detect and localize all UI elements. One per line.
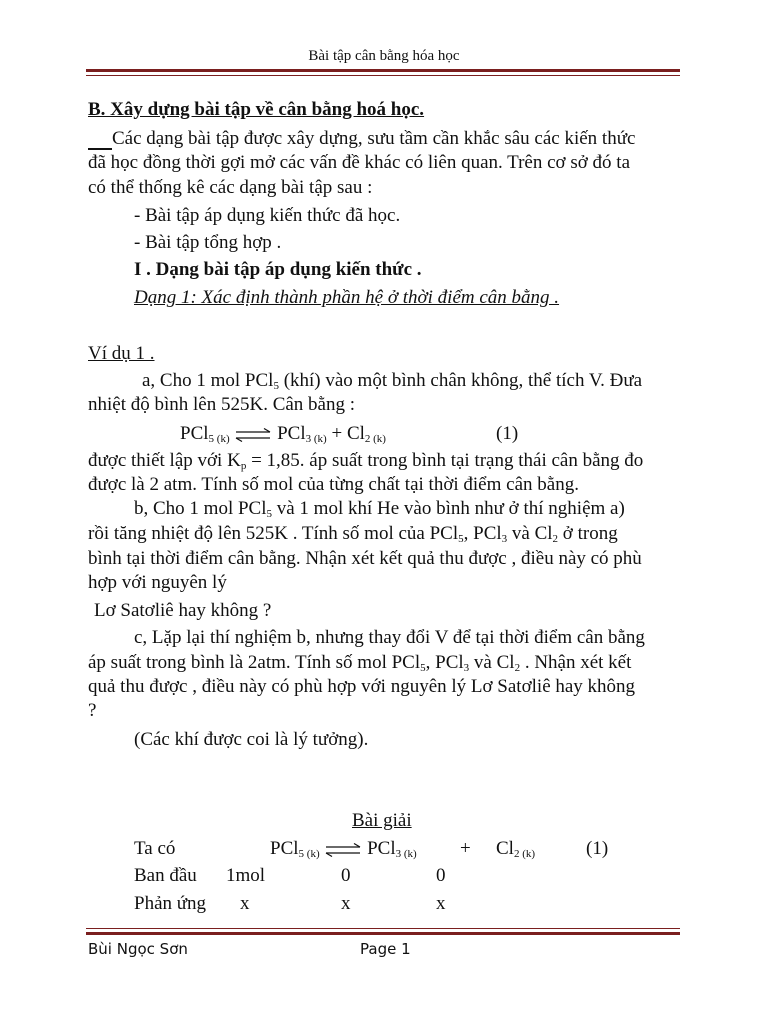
solution-equilibrium-arrow-icon — [324, 843, 362, 857]
part-b-line-1: b, Cho 1 mol PCl$_5$ và 1 mol khí He vào bình như ở thí nghiệm a) — [134, 498, 625, 520]
header-rule-thick — [86, 69, 680, 72]
part-a-line-2: nhiệt độ bình lên 525K. Cân bằng : — [88, 394, 356, 415]
eq-product-2: $Cl_{2 (k)}$ — [346, 423, 386, 445]
equation-1 — [180, 423, 386, 445]
bullet-2: - Bài tập tổng hợp . — [134, 232, 282, 253]
intro-line-3: có thể thống kê các dạng bài tập sau : — [88, 177, 373, 198]
solution-equation — [270, 838, 417, 860]
row-phan-ung-c3: x — [436, 893, 446, 914]
row-ban-dau-c1: 1mol — [226, 865, 266, 886]
header-rule-thin — [86, 75, 680, 76]
bullet-1: - Bài tập áp dụng kiến thức đã học. — [134, 205, 401, 226]
part-a-line-4: được thiết lập với $K_p = 1,85$. áp suất trong bình tại trạng thái cân bằng đo — [88, 450, 644, 472]
footer-author: Bùi Ngọc Sơn — [88, 940, 188, 958]
eq-plus: + — [331, 423, 343, 444]
example-label: Ví dụ 1 . — [88, 343, 155, 364]
footer-page-number: Page 1 — [360, 940, 411, 958]
row-ban-dau-c3: 0 — [436, 865, 446, 886]
row-ban-dau-label: Ban đầu — [134, 865, 197, 886]
part-c-line-1: c, Lặp lại thí nghiệm b, nhưng thay đổi V để tại thời điểm cân bằng — [134, 627, 645, 648]
footer-rule-thick — [86, 932, 680, 935]
row-phan-ung-c2: x — [341, 893, 351, 914]
page-header-title: Bài tập cân bằng hóa học — [308, 48, 460, 64]
sol-eq-product-1: PCl$_{3 (k)}$ — [367, 838, 417, 860]
equation-1-number: (1) — [496, 423, 519, 444]
row-ban-dau-c2: 0 — [341, 865, 351, 886]
part-c-line-2: áp suất trong bình là 2atm. Tính số mol PCl$_5$, PCl$_3$ và $Cl_2$ . Nhận xét kết — [88, 652, 632, 674]
eq-reactant: PCl$_{5 (k)}$ — [180, 423, 230, 445]
part-b-line-3: bình tại thời điểm cân bằng. Nhận xét kết quả thu được , điều này có phù — [88, 548, 642, 569]
part-b-line-4: hợp với nguyên lý — [88, 572, 227, 593]
solution-title: Bài giải — [352, 810, 412, 831]
part-a-line-5: được là 2 atm. Tính số mol của từng chất tại thời điểm cân bằng. — [88, 474, 579, 495]
part-b-line-5: Lơ Satơliê hay không ? — [94, 600, 272, 621]
row-phan-ung-c1: x — [240, 893, 250, 914]
type1-title: Dạng 1: Xác định thành phần hệ ở thời điểm cân bằng . — [134, 287, 560, 308]
part-a-line-1: a, Cho 1 mol PCl$_5$ (khí) vào một bình chân không, thể tích V. Đưa — [142, 370, 643, 392]
sol-eq-product-2: $Cl_{2 (k)}$ — [496, 838, 536, 860]
eq-product-1: PCl$_{3 (k)}$ — [277, 423, 327, 445]
subsection-title: I . Dạng bài tập áp dụng kiến thức . — [134, 259, 422, 280]
part-b-line-2: rồi tăng nhiệt độ lên 525K . Tính số mol của PCl$_5$, PCl$_3$ và $Cl_2$ ở trong — [88, 523, 618, 545]
section-title: B. Xây dựng bài tập về cân bằng hoá học. — [88, 99, 425, 120]
sol-eq-number: (1) — [586, 838, 609, 859]
intro-line-2: đã học đồng thời gợi mở các vấn đề khác có liên quan. Trên cơ sở đó ta — [88, 152, 631, 173]
row-phan-ung-label: Phản ứng — [134, 893, 207, 914]
sol-eq-reactant: PCl$_{5 (k)}$ — [270, 838, 320, 860]
part-c-line-3: quả thu được , điều này có phù hợp với nguyên lý Lơ Satơliê hay không — [88, 676, 636, 697]
indent-underline — [88, 132, 112, 150]
note-ideal-gas: (Các khí được coi là lý tưởng). — [134, 729, 369, 750]
equilibrium-arrow-icon — [234, 428, 272, 442]
sol-eq-plus: + — [460, 838, 471, 859]
solution-ta-co: Ta có — [134, 838, 176, 859]
part-c-line-4: ? — [88, 700, 97, 721]
footer-rule-thin — [86, 928, 680, 929]
intro-line-1: Các dạng bài tập được xây dựng, sưu tầm cần khắc sâu các kiến thức — [88, 128, 635, 150]
